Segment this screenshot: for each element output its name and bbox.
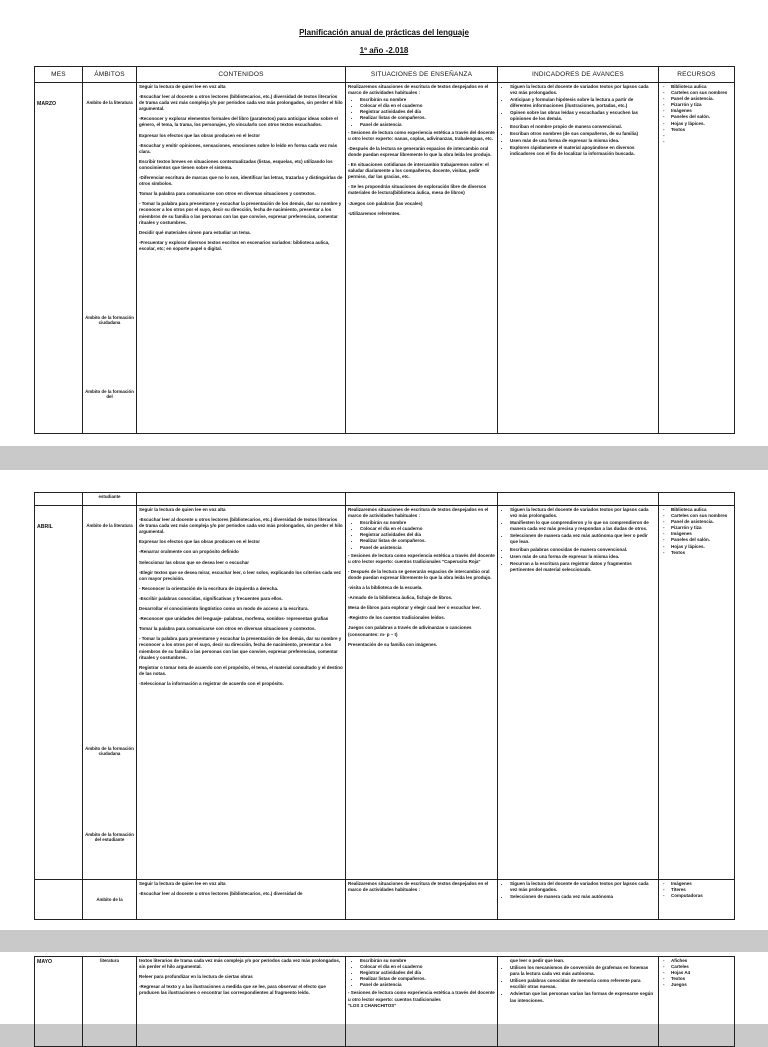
content-paragraph: -Diferenciar escritura de marcas que no lo son, identificar las letras, trazarlas y distinguirlas de otros símbolos.	[139, 175, 343, 187]
ambito-label: Ámbito de la literatura	[86, 523, 133, 528]
list-item: • Adviertan que las personas varían las formas de expresarse según las intenciones.	[510, 991, 656, 1003]
content-paragraph: - Tomar la palabra para presentarse y escuchar la presentación de los demás, dar su nombre y reconocer a los otros por el suyo, decir su dirección, fecha de nacimiento, presentar a los miembros de su familia o las personas con las que convive, expresar preferencias, comentar rituales y costumbres.	[139, 636, 342, 660]
content-paragraph: -Escuchar leer al docente u otros lectores (bibliotecarios, etc.) diversidad de	[139, 891, 303, 897]
content-paragraph: Expresar los efectos que las obras producen en el lector	[139, 539, 261, 545]
resource-list	[661, 84, 732, 145]
list-item: • Realizar listas de compañeros.	[360, 115, 495, 121]
indicator-list	[500, 965, 656, 1004]
content-paragraph: -Frecuentar y explorar diversos textos escritos en escenarios variados: biblioteca aulica, escolar, etc; en soporte papel o digital.	[139, 239, 330, 251]
list-item: • Siguen la lectura del docente de variados textos por lapsos cada vez más prolongados.	[510, 84, 656, 96]
recursos-cell	[659, 83, 735, 434]
list-item: - Carteles	[665, 964, 732, 970]
list-item: • Colocar el día en el cuaderno	[360, 964, 495, 970]
document-page-1	[0, 0, 768, 446]
content-paragraph: -Regresar al texto y a las ilustraciones a medida que se lee, para observar el efecto que producen las ilustraciones o encontrar las correspondientes al fragmento leído.	[139, 984, 326, 996]
content-paragraph: Escribir textos breves en situaciones contextualizadas (listas, esquelas, etc) utilizando los conocimientos que tienen sobre el sistema.	[139, 158, 333, 170]
list-item: - Pizarrón y tiza	[665, 102, 732, 108]
resource-list	[661, 958, 732, 988]
planning-table-may	[34, 956, 735, 1047]
situaciones-cell	[346, 83, 498, 434]
header-mes: MES	[35, 67, 83, 83]
list-item: • Escribirán su nombre	[360, 97, 495, 103]
content-paragraph: -Escuchar leer al docente u otros lectores (bibliotecarios, etc.) diversidad de textos literarios de trama cada vez más compleja y/o por períodos cada vez más prolongados, sin perder el hilo argumental.	[139, 517, 343, 535]
situation-intro: Realizaremos situaciones de escritura de textos despejados en el marco de actividades habituales :	[348, 881, 489, 893]
list-item: - Imágenes	[665, 881, 732, 887]
table-header-row	[35, 67, 735, 83]
list-item: - Imágenes	[665, 108, 732, 114]
ambito-label: Ámbito de la formación ciudadana	[85, 315, 134, 325]
indicator-list	[500, 881, 656, 900]
list-item: • Manifiesten lo que comprendieron y lo que no comprendieron de manera cada vez más precisa y respondan a las dudas de otros.	[510, 520, 656, 532]
list-item: • Usen más de una forma de expresar la misma idea.	[510, 554, 656, 560]
header-contenidos: CONTENIDOS	[137, 67, 346, 83]
list-item: • Exploren rápidamente el material apoyándose en diversos indicadores con el fin de localizar la información buscada.	[510, 145, 656, 157]
content-paragraph: -Escribir palabras conocidas, significativas y frecuentes para ellos.	[139, 595, 283, 601]
situation-paragraph: "LOS 3 CHANCHITOS"	[348, 1002, 397, 1008]
ambito-label: Ámbito de la formación del estudiante	[85, 832, 134, 842]
list-item: - Hojas A4	[665, 970, 732, 976]
indicadores-cell	[498, 83, 659, 434]
indicator-continuation: que leer o pedir que lean.	[510, 958, 565, 963]
content-paragraph: Seleccionar las obras que se desea leer o escuchar	[139, 559, 250, 565]
content-paragraph: Decidir qué materiales sirven para estudiar un tema.	[139, 229, 251, 235]
situaciones-cell	[346, 880, 498, 920]
empty-cell	[35, 880, 83, 920]
header-situaciones: SITUACIONES DE ENSEÑANZA	[346, 67, 498, 83]
indicadores-cell	[498, 506, 659, 880]
list-item: - Computadoras	[665, 893, 732, 899]
list-item: • Seleccionen de manera cada vez más autónoma que leer o pedir que lean.	[510, 533, 656, 545]
recursos-cell	[659, 506, 735, 880]
month-cell: ABRIL	[35, 506, 83, 880]
ambitos-cell	[83, 83, 137, 434]
document-page-3	[0, 952, 768, 1024]
document-page-2	[0, 470, 768, 930]
content-paragraph: Desarrollar el conocimiento lingüístico como un modo de acceso a la escritura.	[139, 606, 309, 612]
list-item: • Panel de asistencia	[360, 982, 495, 988]
content-paragraph: -Renarrar oralmente con un propósito definido	[139, 549, 239, 555]
situation-paragraph: -Registro de los cuentos tradicionales leídos.	[348, 615, 446, 621]
ambito-label: literatura	[100, 958, 119, 963]
content-paragraph: -Escuchar leer al docente u otros lectores (bibliotecarios, etc.) diversidad de textos literarios de trama cada vez más compleja y/o por períodos cada vez más prolongados, sin perder el hilo argumental.	[139, 94, 343, 112]
ambito-label: Ámbito de la literatura	[86, 100, 133, 105]
ambito-label: Ámbito de la formación ciudadana	[85, 746, 134, 756]
list-item: • Colocar el día en el cuaderno	[360, 526, 495, 532]
planning-table-march	[34, 66, 735, 434]
situation-list	[348, 97, 495, 127]
situaciones-cell	[346, 506, 498, 880]
contenidos-cell	[137, 880, 346, 920]
content-paragraph: -Elegir textos que se desea mirar, escuchar leer, o leer solos, explicando los criterios cada vez con mayor precisión.	[139, 569, 341, 581]
situation-paragraph: -visita a la biblioteca de la escuela.	[348, 585, 423, 591]
content-paragraph: Seguir la lectura de quien lee en voz alta	[139, 84, 226, 89]
content-paragraph: Tomar la palabra para comunicarse con otros en diversas situaciones y contextos.	[139, 191, 316, 197]
list-item: • Escriban otros nombres (de sus compañeros, de su familia)	[510, 131, 656, 137]
list-item: • Seleccionen de manera cada vez más autónoma	[510, 894, 656, 900]
situation-list	[348, 958, 495, 988]
resource-list	[661, 881, 732, 899]
ambitos-cell	[83, 957, 137, 1047]
list-item: • Colocar el día en el cuaderno	[360, 103, 495, 109]
list-item: - Textos	[665, 127, 732, 133]
list-item: - Títeres	[665, 887, 732, 893]
list-item: • Siguen la lectura del docente de variados textos por lapsos cada vez más prolongados.	[510, 507, 656, 519]
list-item: • Escriban palabras conocidas de manera convencional.	[510, 547, 656, 553]
list-item: - Textos	[665, 550, 732, 556]
document-title: Planificación anual de prácticas del lenguaje	[299, 28, 469, 37]
table-row-mayo	[35, 957, 735, 1047]
situation-paragraph: Mesa de libros para explorar y elegir cual leer o escuchar leer.	[348, 605, 481, 611]
list-item: - Paneles del salón.	[665, 537, 732, 543]
list-item: - Hojas y lápices.	[665, 544, 732, 550]
situation-paragraph: Juegos con palabras a través de adivinanzas o canciones (consonantes: m- p – t)	[348, 625, 472, 637]
list-item: • Realizar listas de compañeros.	[360, 976, 495, 982]
situation-intro: Realizaremos situaciones de escritura de textos despejados en el marco de actividades habituales :	[348, 84, 489, 96]
situation-paragraph: -Después de la lectura se generarán espacios de intercambio oral donde puedan expresar libremente lo que la obra leída les produjo.	[348, 145, 492, 157]
list-item: • Escriban el nombre propio de manera convencional.	[510, 124, 656, 130]
content-paragraph: - Reconocer la orientación de la escritura de izquierda a derecha.	[139, 585, 279, 591]
situation-paragraph: - Sesiones de lectura como experiencia estética a través del docente u otro lector experto: cuentos tradicionales "Caperucita Roja"	[348, 552, 495, 564]
list-item: - Textos	[665, 976, 732, 982]
list-item: - Imágenes	[665, 531, 732, 537]
content-paragraph: Registrar o tomar nota de acuerdo con el propósito, el tema, el material consultado y el destino de las notas.	[139, 664, 343, 676]
list-item: - Pizarrón y tiza	[665, 525, 732, 531]
list-item: • Utilicen los mecanismos de conversión de grafemas en fonemas para la lectura cada vez más autónoma.	[510, 965, 656, 977]
list-item: • Panel de asistencia	[360, 122, 495, 128]
empty-cell	[35, 493, 83, 506]
indicator-list	[500, 507, 656, 573]
situation-list	[348, 520, 495, 550]
header-ambitos: ÁMBITOS	[83, 67, 137, 83]
table-row-next	[35, 880, 735, 920]
empty-cell	[659, 493, 735, 506]
list-item: • Registrar actividades del día	[360, 532, 495, 538]
month-cell: MARZO	[35, 83, 83, 434]
list-item: - Carteles con sus nombres	[665, 513, 732, 519]
ambitos-cell	[83, 880, 137, 920]
contenidos-cell	[137, 957, 346, 1047]
recursos-cell	[659, 957, 735, 1047]
header-indicadores: INDICADORES DE AVANCES	[498, 67, 659, 83]
content-paragraph: -Reconocer y explorar elementos formales del libro (paratextos) para anticipar ideas sobre el género, el tema, la trama, los personajes, y/o vincularlo con otros textos escuchados.	[139, 116, 338, 128]
list-item: - Panel de asistencia.	[665, 96, 732, 102]
list-item: • Recurran a la escritura para registrar datos y fragmentos pertinentes del material seleccionado.	[510, 561, 656, 573]
situation-paragraph: Presentación de su familia con imágenes.	[348, 641, 438, 647]
ambitos-cell	[83, 506, 137, 880]
list-item: - Afiches	[665, 958, 732, 964]
empty-cell	[137, 493, 346, 506]
list-item: - Juegos	[665, 982, 732, 988]
ambito-continuation: estudiante	[83, 493, 137, 506]
list-item: - Biblioteca aulica	[665, 84, 732, 90]
situation-paragraph: -Utilizaremos referentes.	[348, 210, 401, 216]
situation-intro: Realizaremos situaciones de escritura de textos despejados en el marco de actividades habituales :	[348, 507, 489, 519]
list-item	[665, 139, 732, 145]
list-item: • Registrar actividades del día	[360, 109, 495, 115]
list-item: • Realizar listas de compañeros.	[360, 538, 495, 544]
document-subtitle: 1º año -2.018	[359, 46, 409, 55]
situation-paragraph: - Sesiones de lectura como experiencia estética a través del docente u otro lector experto: nanas, coplas, adivinanzas, trabalenguas, etc.	[348, 129, 495, 141]
list-item: • Anticipan y formulan hipótesis sobre la lectura a partir de diferentes informaciones (ilustraciones, portadas, etc.)	[510, 97, 656, 109]
contenidos-cell	[137, 83, 346, 434]
list-item: - Hojas y lápices.	[665, 121, 732, 127]
list-item: - Panel de asistencia.	[665, 519, 732, 525]
indicator-list	[500, 84, 656, 157]
indicadores-cell	[498, 957, 659, 1047]
content-paragraph: Seguir la lectura de quien lee en voz alta	[139, 881, 226, 886]
table-row-marzo	[35, 83, 735, 434]
situation-paragraph: - Se les propondrán situaciones de exploración libre de diversos materiales de lectura(biblioteca áulica, mesa de libros)	[348, 184, 487, 196]
ambito-label: Ámbito de la formación del	[85, 389, 134, 399]
list-item: • Utilicen palabras conocidas de memoria como referente para escribir otras nuevas.	[510, 978, 656, 990]
header-recursos: RECURSOS	[659, 67, 735, 83]
list-item: - Carteles con sus nombres	[665, 90, 732, 96]
content-paragraph: Releer para profundizar en la lectura de ciertas obras	[139, 974, 253, 980]
content-paragraph: -Seleccionar la información a registrar de acuerdo con el propósito.	[139, 680, 284, 686]
ambito-label: Ámbito de la	[96, 897, 123, 902]
situation-paragraph: -Juegos con palabras (las vocales)	[348, 200, 423, 206]
contenidos-cell	[137, 506, 346, 880]
continuation-row	[35, 493, 735, 506]
list-item: - Paneles del salón.	[665, 114, 732, 120]
content-paragraph: - Tomar la palabra para presentarse y escuchar la presentación de los demás, dar su nombre y reconocer a los otros por el suyo, decir su dirección, fecha de nacimiento, presentar a los miembros de su familia o las personas con las que convive, expresar preferencias, comentar rituales y costumbres.	[139, 201, 342, 225]
situation-paragraph: -Armado de la biblioteca áulica, fichaje de libros.	[348, 595, 453, 601]
list-item: • Siguen la lectura del docente de variados textos por lapsos cada vez más prolongados.	[510, 881, 656, 893]
planning-table-april	[34, 492, 735, 920]
content-paragraph: textos literarios de trama cada vez más compleja y/o por períodos cada vez más prolongados, sin perder el hilo argumental.	[139, 958, 341, 970]
recursos-cell	[659, 880, 735, 920]
content-paragraph: Expresar los efectos que las obras producen en el lector	[139, 132, 261, 138]
list-item: • Registrar actividades del día	[360, 970, 495, 976]
table-row-abril	[35, 506, 735, 880]
list-item: • Escribirán su nombre	[360, 958, 495, 964]
month-cell: MAYO	[35, 957, 83, 1047]
list-item: • Escribirán su nombre	[360, 520, 495, 526]
situation-paragraph: - Después de la lectura se generarán espacios de intercambio oral donde puedan expresar libremente lo que la obra leída les produjo.	[348, 568, 492, 580]
content-paragraph: -Escuchar y emitir opiniones, sensaciones, emociones sobre lo leído en forma cada vez más clara.	[139, 142, 338, 154]
content-paragraph: Tomar la palabra para comunicarse con otros en diversas situaciones y contextos.	[139, 626, 316, 632]
list-item: • Panel de asistencia	[360, 545, 495, 551]
situaciones-cell	[346, 957, 498, 1047]
list-item: - Biblioteca aulica	[665, 507, 732, 513]
indicadores-cell	[498, 880, 659, 920]
empty-cell	[346, 493, 498, 506]
list-item: • Usen más de una forma de expresar la misma idea.	[510, 138, 656, 144]
content-paragraph: Seguir la lectura de quien lee en voz alta	[139, 507, 226, 512]
content-paragraph: -Reconocer que unidades del lenguaje- palabras, morfema, sonidos- representan grafías	[139, 616, 329, 622]
resource-list	[661, 507, 732, 556]
empty-cell	[498, 493, 659, 506]
situation-paragraph: - Sesiones de lectura como experiencia estética a través del docente u otro lector experto: cuentos tradicionales	[348, 990, 495, 1002]
list-item: • Opinen sobre las obras leídas y escuchadas y escuchen las opiniones de los demás.	[510, 110, 656, 122]
situation-paragraph: - En situaciones cotidianas de intercambio trabajaremos sobre: el saludar diariamente a los compañeros, docente, visitas, pedir permiso, dar las gracias, etc.	[348, 162, 489, 180]
